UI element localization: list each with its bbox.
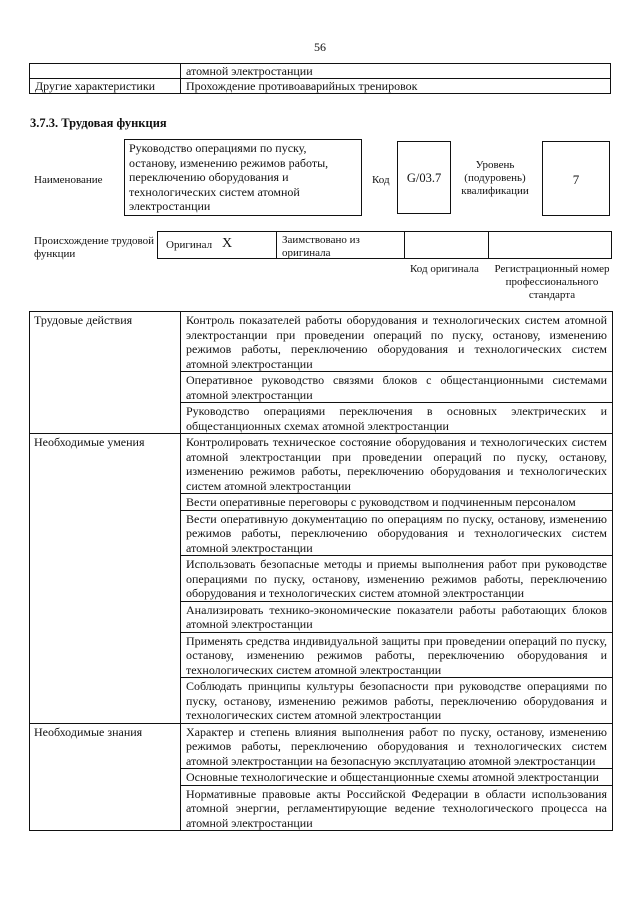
table-cell: Анализировать технико-экономические показатели работы работающих блоков атомной электростанции <box>181 601 613 632</box>
divider <box>404 231 405 259</box>
reg-number-caption: Регистрационный номер профессионального стандарта <box>494 263 610 301</box>
table-cell: Нормативные правовые акты Российской Федерации в области использования атомной энергии, регламентирующие ведение технологического процесса на атомной электростанции <box>181 785 613 831</box>
category-required-knowledge: Необходимые знания <box>30 723 181 831</box>
table-cell: Оперативное руководство связями блоков с общестанционными системами атомной электростанции <box>181 372 613 403</box>
table-cell: Использовать безопасные методы и приемы выполнения работ при руководстве операциями по пуску, останову, изменению режимов работы, переключению оборудования и технологических систем атомной электростанции <box>181 556 613 602</box>
code-label: Код <box>372 174 390 186</box>
code-value-box: G/03.7 <box>397 141 451 214</box>
table-cell: Руководство операциями переключения в основных электрических и общестанционных схемах атомной электростанции <box>181 403 613 434</box>
table-row <box>30 312 613 372</box>
characteristics-value: атомной электростанции <box>181 64 611 79</box>
page-number: 56 <box>314 40 326 54</box>
function-name-box: Руководство операциями по пуску, останову, изменению режимов работы, переключению оборудования и технологических систем атомной электростанции <box>124 139 362 216</box>
origin-label: Происхождение трудовой функции <box>34 235 155 260</box>
table-cell: Вести оперативную документацию по операциям по пуску, останову, изменению режимов работы, переключению оборудования и технологических систем атомной электростанции <box>181 510 613 556</box>
table-cell: Контроль показателей работы оборудования и технологических систем атомной электростанции при проведении операций по пуску, останову, изменению режимов работы, переключению оборудования и технологических систем атомной электростанции <box>181 312 613 372</box>
divider <box>488 231 489 259</box>
table-row <box>30 64 611 79</box>
category-labor-actions: Трудовые действия <box>30 312 181 434</box>
section-title: 3.7.3. Трудовая функция <box>30 116 167 130</box>
original-mark: X <box>222 236 233 251</box>
table-cell: Вести оперативные переговоры с руководством и подчиненным персоналом <box>181 494 613 511</box>
level-label: Уровень (подуровень) квалификации <box>461 159 529 197</box>
table-cell: Соблюдать принципы культуры безопасности при руководстве операциями по пуску, останову, изменению режимов работы, переключению оборудования и технологических систем атомной электростанции <box>181 678 613 724</box>
original-label: Оригинал <box>166 239 213 251</box>
table-cell: Характер и степень влияния выполнения работ по пуску, останову, изменению режимов работы, переключению оборудования и технологических систем атомной электростанции на безопасную эксплуатацию атомной электростанции <box>181 723 613 769</box>
code-original-caption: Код оригинала <box>410 263 479 275</box>
category-required-skills: Необходимые умения <box>30 434 181 724</box>
divider <box>276 231 277 259</box>
characteristics-table <box>29 63 611 94</box>
table-cell: Контролировать техническое состояние оборудования и технологических систем атомной электростанции при проведении операций по пуску, останову, изменению режимов работы, переключению оборудования и технологических систем атомной электростанции <box>181 434 613 494</box>
level-value-box: 7 <box>542 141 610 216</box>
borrowed-label: Заимствовано из оригинала <box>282 234 360 259</box>
labor-function-table <box>29 311 613 831</box>
table-cell: Основные технологические и общестанционные схемы атомной электростанции <box>181 769 613 786</box>
table-row <box>30 79 611 94</box>
characteristics-label: Другие характеристики <box>30 79 181 94</box>
name-label: Наименование <box>34 174 103 186</box>
table-row <box>30 723 613 769</box>
table-cell: Применять средства индивидуальной защиты при проведении операций по пуску, останову, изменению режимов работы, переключению оборудования и технологических систем атомной электростанции <box>181 632 613 678</box>
characteristics-value: Прохождение противоаварийных тренировок <box>181 79 611 94</box>
characteristics-label <box>30 64 181 79</box>
table-row <box>30 434 613 494</box>
